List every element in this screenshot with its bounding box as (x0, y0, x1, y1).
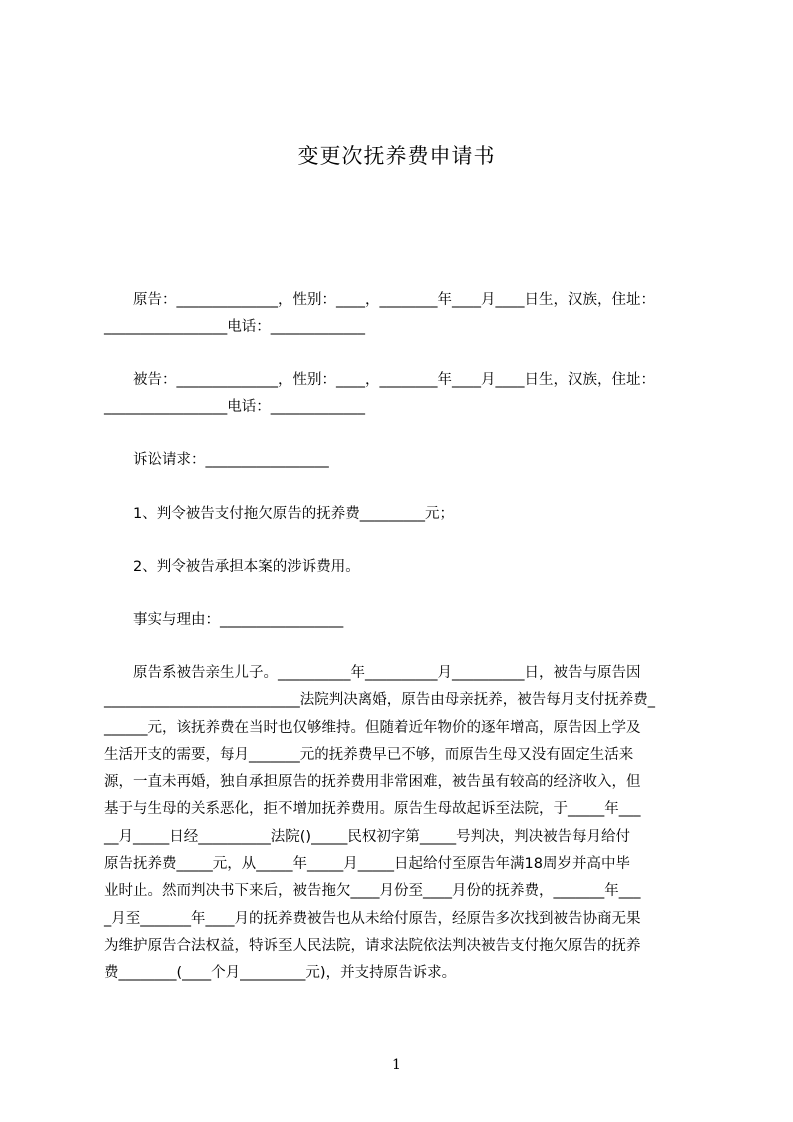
facts-body-line: 原告系被告亲生儿子。__________年__________月__________日，被告与原告因 (104, 665, 641, 681)
facts-body-line: 费________(____个月_________元)，并支持原告诉求。 (104, 965, 457, 982)
facts-body-line: 源，一直未再婚，独自承担原告的抚养费用非常困难，被告虽有较高的经济收入，但 (104, 774, 641, 791)
claim-item-1: 1、判令被告支付拖欠原告的抚养费_________元； (104, 506, 454, 522)
claim-item-2: 2、判令被告承担本案的涉诉费用。 (104, 559, 360, 575)
facts-body-line: _月至_______年____月的抚养费被告也从未给付原告，经原告多次找到被告协商无果 (104, 910, 641, 927)
facts-body-line: __月_____日经__________法院()_____民权初字第_____号判决，判决被告每月给付 (104, 828, 631, 845)
plaintiff-info-line-1: 原告：______________，性别：____，________年____月____日生，汉族，住址： (104, 292, 655, 308)
defendant-info-line-1: 被告：______________，性别：____，________年____月____日生，汉族，住址： (104, 372, 655, 388)
facts-body-line: 基于与生母的关系恶化，拒不增加抚养费用。原告生母故起诉至法院，于_____年___ (104, 801, 641, 818)
defendant-section (104, 367, 714, 421)
facts-body-line: 为维护原告合法权益，特诉至人民法院，请求法院依法判决被告支付拖欠原告的抚养 (104, 937, 641, 954)
facts-body-line: 业时止。然而判决书下来后，被告拖欠____月份至____月份的抚养费，_______年___ (104, 883, 641, 900)
defendant-info-line-2: _________________电话：_____________ (104, 399, 365, 415)
plaintiff-section (104, 287, 714, 341)
claims-heading: 诉讼请求：_________________ (104, 452, 329, 468)
page-number: 1 (392, 1057, 401, 1073)
facts-body-line: 生活开支的需要，每月_______元的抚养费早已不够，而原告生母又没有固定生活来 (104, 746, 634, 763)
page-title: 变更次抚养费申请书 (297, 144, 496, 168)
facts-body-line: ___________________________法院判决离婚，原告由母亲抚养，被告每月支付抚养费_ (104, 692, 655, 709)
facts-body-line: 原告抚养费_____元，从_____年_____月_____日起给付至原告年满18周岁并高中毕 (104, 856, 630, 873)
facts-heading: 事实与理由：_________________ (104, 612, 344, 628)
plaintiff-info-line-2: _________________电话：_____________ (104, 319, 365, 335)
facts-body (104, 660, 714, 988)
facts-body-line: ______元，该抚养费在当时也仅够维持。但随着近年物价的逐年增高，原告因上学及 (104, 719, 641, 736)
